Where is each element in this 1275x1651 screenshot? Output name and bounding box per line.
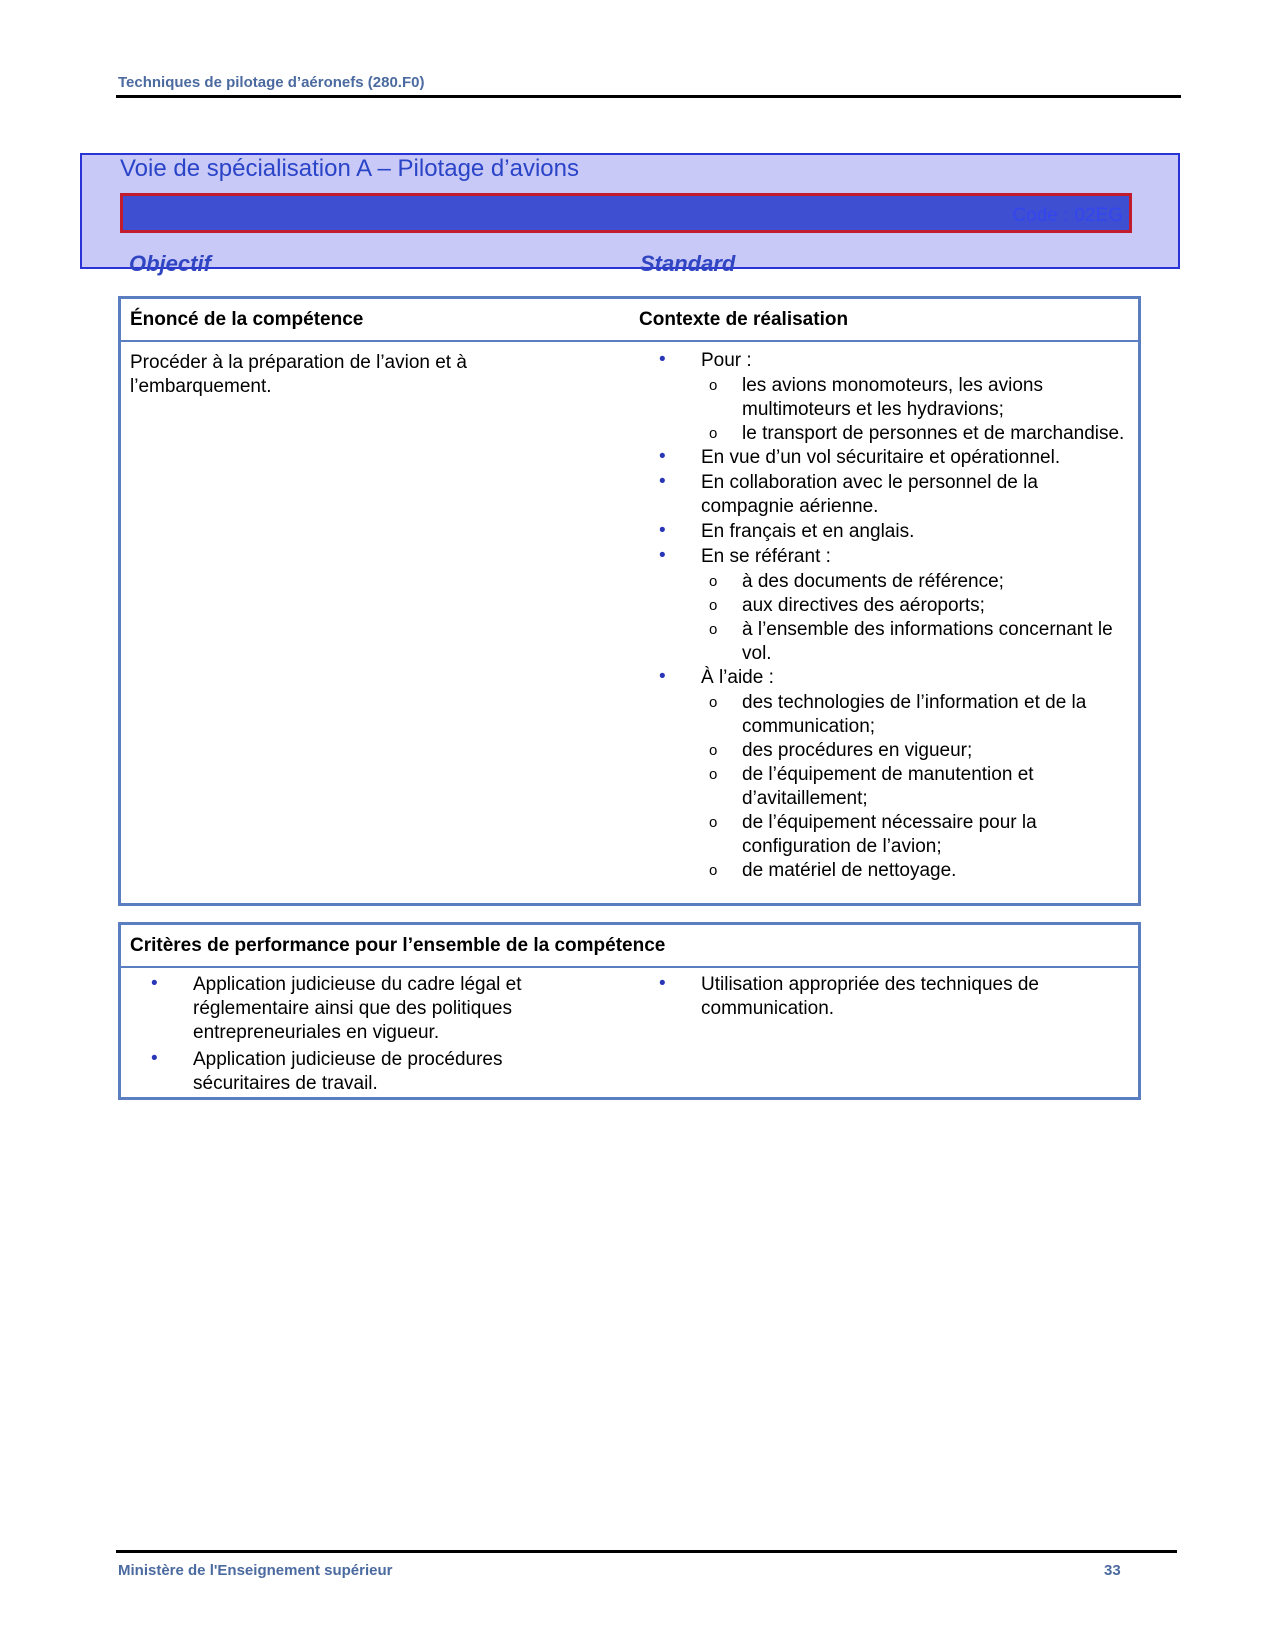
criteria-item (639, 973, 1119, 1021)
objectif-label: Objectif (129, 251, 211, 276)
context-item (639, 349, 1134, 373)
code-bar (120, 193, 1132, 233)
competence-statement: Procéder à la préparation de l’avion et à l’embarquement. (130, 352, 467, 397)
context-item-text: En se référant : (701, 546, 831, 567)
context-subitem (639, 422, 1134, 446)
criteria-item-text: Application judicieuse du cadre légal et réglementaire ainsi que des politiques entrepreneuriales en vigueur. (193, 974, 522, 1043)
context-item (639, 545, 1134, 569)
criteria-item-text: Application judicieuse de procédures sécuritaires de travail. (193, 1049, 503, 1094)
footer-ministry: Ministère de l'Enseignement supérieur (118, 1562, 393, 1579)
context-subitem-text: le transport de personnes et de marchandise. (742, 423, 1125, 444)
section-title: Voie de spécialisation A – Pilotage d’avions (120, 155, 579, 182)
context-subitem (639, 570, 1134, 594)
bullet-icon: • (659, 520, 666, 541)
header-rule (116, 95, 1181, 98)
context-subitem (639, 374, 1134, 422)
bullet-icon: • (151, 1048, 158, 1069)
bullet-icon: • (659, 446, 666, 467)
context-subitem (639, 618, 1134, 666)
footer-rule (116, 1550, 1177, 1553)
context-subitem-text: de l’équipement nécessaire pour la configuration de l’avion; (742, 812, 1037, 857)
circle-bullet-icon: o (709, 425, 718, 442)
circle-bullet-icon: o (709, 621, 718, 638)
context-subitem-text: des procédures en vigueur; (742, 740, 973, 761)
criteria-list-right (639, 973, 1119, 1024)
running-header: Techniques de pilotage d’aéronefs (280.F0) (118, 74, 425, 91)
criteria-table (118, 922, 1141, 1100)
criteria-item-text: Utilisation appropriée des techniques de communication. (701, 974, 1039, 1019)
context-item-text: Pour : (701, 350, 752, 371)
title-block (80, 153, 1180, 276)
circle-bullet-icon: o (709, 694, 718, 711)
bullet-icon: • (659, 666, 666, 687)
competence-table (118, 296, 1141, 906)
contexte-header: Contexte de réalisation (639, 309, 849, 330)
context-subitem-text: des technologies de l’information et de la communication; (742, 692, 1087, 737)
context-subitem (639, 859, 1134, 883)
context-item-text: En collaboration avec le personnel de la compagnie aérienne. (701, 472, 1038, 517)
criteria-table-header (121, 925, 1138, 968)
context-subitem-text: aux directives des aéroports; (742, 595, 985, 616)
context-item (639, 471, 1134, 519)
context-subitem (639, 739, 1134, 763)
bullet-icon: • (151, 973, 158, 994)
criteria-header: Critères de performance pour l’ensemble de la compétence (130, 935, 666, 956)
context-subitem (639, 594, 1134, 618)
context-item (639, 446, 1134, 470)
context-subitem-text: les avions monomoteurs, les avions multimoteurs et les hydravions; (742, 375, 1043, 420)
context-item (639, 666, 1134, 690)
code-label: Code : (1012, 205, 1069, 226)
bullet-icon: • (659, 545, 666, 566)
circle-bullet-icon: o (709, 766, 718, 783)
code-field (1006, 205, 1123, 227)
circle-bullet-icon: o (709, 862, 718, 879)
circle-bullet-icon: o (709, 377, 718, 394)
criteria-item (151, 1048, 581, 1096)
context-item-text: En vue d’un vol sécuritaire et opérationnel. (701, 447, 1061, 468)
circle-bullet-icon: o (709, 573, 718, 590)
criteria-list-left (151, 973, 581, 1099)
page-number: 33 (1104, 1562, 1121, 1579)
bullet-icon: • (659, 349, 666, 370)
circle-bullet-icon: o (709, 742, 718, 759)
circle-bullet-icon: o (709, 597, 718, 614)
context-item-text: À l’aide : (701, 667, 774, 688)
circle-bullet-icon: o (709, 814, 718, 831)
code-value: 02EG (1074, 205, 1123, 226)
enonce-header: Énoncé de la compétence (130, 309, 364, 330)
context-item-text: En français et en anglais. (701, 521, 915, 542)
bullet-icon: • (659, 973, 666, 994)
standard-label: Standard (640, 251, 736, 276)
competence-table-header (121, 299, 1138, 342)
context-subitem-text: de matériel de nettoyage. (742, 860, 957, 881)
criteria-item (151, 973, 581, 1045)
context-subitem-text: à des documents de référence; (742, 571, 1004, 592)
context-subitem (639, 691, 1134, 739)
context-item (639, 520, 1134, 544)
context-subitem (639, 811, 1134, 859)
bullet-icon: • (659, 471, 666, 492)
context-list (639, 349, 1134, 883)
context-subitem-text: à l’ensemble des informations concernant le vol. (742, 619, 1113, 664)
context-subitem-text: de l’équipement de manutention et d’avitaillement; (742, 764, 1034, 809)
context-subitem (639, 763, 1134, 811)
